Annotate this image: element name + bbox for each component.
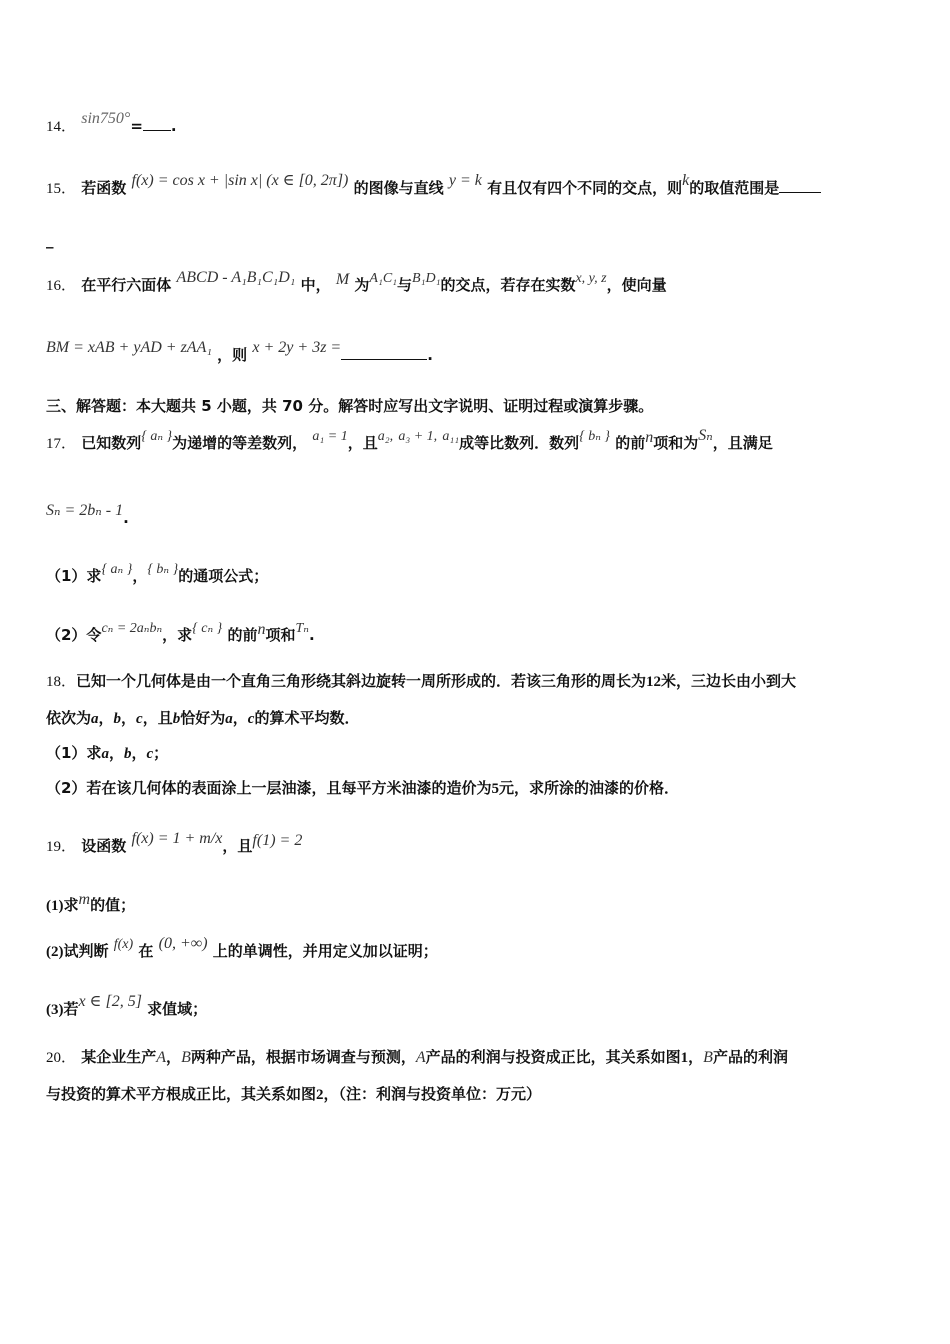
side-b: b: [113, 711, 122, 727]
side-c: c: [247, 711, 255, 727]
variables-xyz: x, y, z: [575, 271, 607, 286]
function-definition: f(x) = 1 + m/x: [131, 830, 223, 847]
sum-sn: Sₙ: [698, 427, 713, 444]
product-b: B: [181, 1049, 191, 1066]
text: 若函数: [81, 179, 127, 197]
period: .: [427, 346, 433, 364]
text: 米，三边长由小到大: [661, 672, 797, 690]
period: .: [308, 626, 315, 644]
text: ，: [121, 709, 137, 727]
text: ，求: [162, 626, 193, 644]
text: 已知数列: [81, 434, 142, 452]
part-label: （1）求: [46, 567, 102, 585]
interval: (0, +∞): [158, 935, 208, 952]
question-number: 15．: [46, 181, 77, 197]
condition-f1: f(1) = 2: [252, 832, 303, 849]
text: 的交点，若存在实数: [440, 276, 576, 294]
question-18-part-1: [46, 743, 168, 764]
line-expression: y = k: [448, 172, 482, 189]
perimeter-value: 12: [646, 674, 662, 690]
product-b: B: [703, 1049, 713, 1066]
text: （2）若在该几何体的表面涂上一层油漆，且每平方米油漆的造价为: [46, 779, 492, 797]
text: 的图像与直线: [353, 179, 444, 197]
price-value: 5: [491, 781, 499, 797]
text: ，: [131, 744, 147, 762]
question-number: 18．: [46, 674, 77, 690]
text: ，: [98, 709, 114, 727]
question-number: 20．: [46, 1050, 77, 1066]
question-18: [46, 671, 796, 692]
product-a: A: [415, 1049, 426, 1066]
text: 依次为: [46, 709, 92, 727]
text: 元，求所涂的油漆的价格．: [498, 779, 679, 797]
text: ，: [132, 567, 148, 585]
text: 的通项公式；: [178, 567, 269, 585]
part-label: (3): [46, 1002, 64, 1018]
question-19-part-1: [46, 891, 136, 916]
question-19-part-3: [46, 993, 208, 1020]
cn-definition: cₙ = 2aₙbₙ: [101, 621, 163, 636]
question-17: [46, 427, 773, 455]
blank-continuation: _: [46, 231, 54, 249]
function-expression: f(x) = cos x + |sin x| (x ∈ [0, 2π]): [131, 172, 349, 189]
term-a2: a₂,: [377, 429, 394, 444]
text: ，则: [217, 346, 248, 364]
text: ，且: [142, 709, 173, 727]
point-m: M: [335, 271, 350, 288]
question-20: [46, 1047, 788, 1068]
text: ，: [108, 744, 124, 762]
part-label: （1）求: [46, 744, 102, 762]
text: ，且: [222, 837, 253, 855]
side-b: b: [172, 711, 181, 727]
text: 的取值范围是: [689, 179, 780, 197]
text: 与: [397, 276, 413, 294]
text: 项和为: [653, 434, 699, 452]
vector-equation: BM = xAB + yAD + zAA₁: [46, 339, 212, 356]
part-label: (2): [46, 944, 64, 960]
question-19: [46, 830, 303, 857]
question-14: [46, 110, 177, 137]
text: 若: [63, 1000, 79, 1018]
question-number: 19．: [46, 839, 77, 855]
side-c: c: [146, 746, 154, 762]
question-15-continuation: [46, 230, 54, 250]
text: 已知一个几何体是由一个直角三角形绕其斜边旋转一周所形成的．若该三角形的周长为: [76, 672, 647, 690]
text: 在平行六面体: [81, 276, 172, 294]
side-b: b: [123, 746, 132, 762]
question-number: 14．: [46, 119, 77, 135]
product-a: A: [156, 1049, 167, 1066]
domain-interval: x ∈ [2, 5]: [78, 993, 142, 1010]
text: 为: [354, 276, 370, 294]
question-19-part-2: [46, 935, 438, 963]
text: ，: [688, 1048, 704, 1066]
text: 某企业生产: [81, 1048, 157, 1066]
sequence-an: { aₙ }: [101, 562, 133, 577]
answer-blank[interactable]: [779, 178, 821, 193]
text: 有且仅有四个不同的交点，则: [487, 179, 683, 197]
term-a3: a₃ + 1,: [398, 429, 438, 444]
question-17-relation: [46, 502, 129, 529]
question-15: [46, 172, 821, 199]
side-a: a: [101, 746, 109, 762]
text: ；: [153, 744, 169, 762]
text: 产品的利润: [712, 1048, 788, 1066]
relation-expression: Sₙ = 2bₙ - 1: [46, 502, 124, 519]
question-number: 16．: [46, 278, 77, 294]
text: 在: [138, 942, 154, 960]
question-16: [46, 269, 667, 297]
figure-number: 1: [680, 1050, 689, 1066]
figure-number: 2: [316, 1087, 324, 1103]
part-label: (1): [46, 898, 64, 914]
text: ，使向量: [606, 276, 667, 294]
question-18-line-2: [46, 708, 359, 729]
question-number: 17．: [46, 436, 77, 452]
answer-blank[interactable]: [341, 345, 427, 360]
text: 项和: [265, 626, 296, 644]
text: 求值域；: [147, 1000, 208, 1018]
text: ，且: [347, 434, 378, 452]
sum-expression: x + 2y + 3z =: [252, 339, 342, 356]
text: 恰好为: [180, 709, 226, 727]
sequence-an: { aₙ }: [141, 429, 173, 444]
text: 中，: [300, 276, 331, 294]
text: ，（注：利润与投资单位：万元）: [323, 1085, 542, 1103]
function-fx: f(x): [113, 937, 134, 952]
sequence-bn: { bₙ }: [147, 562, 179, 577]
text: ，且满足: [712, 434, 773, 452]
text: 为递增的等差数列，: [172, 434, 308, 452]
term-a11: a₁₁: [442, 429, 460, 444]
math-expression: sin750°: [81, 110, 131, 127]
side-a: a: [91, 711, 99, 727]
side-c: c: [136, 711, 143, 727]
text: 产品的利润与投资成正比，其关系如图: [425, 1048, 681, 1066]
text: 与投资的算术平方根成正比，其关系如图: [46, 1085, 317, 1103]
text: 的算术平均数．: [254, 709, 360, 727]
question-18-part-2: [46, 778, 679, 799]
side-a: a: [225, 711, 233, 727]
question-16-vector: [46, 339, 433, 366]
text: 设函数: [81, 837, 127, 855]
a1-value: a₁ = 1: [312, 429, 348, 444]
text: 两种产品，根据市场调查与预测，: [190, 1048, 416, 1066]
question-20-line-2: [46, 1084, 541, 1105]
text: 的前: [227, 626, 258, 644]
segment-b1d1: B₁D₁: [412, 271, 441, 286]
sequence-bn: { bₙ }: [579, 429, 611, 444]
answer-blank[interactable]: [143, 116, 171, 131]
text: 求: [63, 896, 79, 914]
text: 试判断: [63, 942, 109, 960]
sum-tn: Tₙ: [295, 621, 309, 636]
sequence-cn: { cₙ }: [192, 621, 223, 636]
section-heading: 三、解答题：本大题共 5 小题，共 70 分。解答时应写出文字说明、证明过程或演算步骤。: [46, 397, 654, 415]
text: ，: [166, 1048, 182, 1066]
segment-a1c1: A₁C₁: [369, 271, 398, 286]
text: ，: [232, 709, 248, 727]
text: 成等比数列．数列: [459, 434, 580, 452]
text: 的前: [615, 434, 646, 452]
solid-name: ABCD - A₁B₁C₁D₁: [176, 269, 296, 286]
text: 的值；: [90, 896, 136, 914]
period: .: [170, 117, 177, 135]
question-17-part-1: [46, 562, 269, 588]
period: .: [123, 509, 129, 527]
text: 上的单调性，并用定义加以证明；: [212, 942, 438, 960]
variable-k: k: [682, 172, 690, 189]
variable-n: n: [257, 621, 266, 638]
variable-n: n: [645, 429, 654, 446]
variable-m: m: [78, 891, 91, 908]
part-label: （2）令: [46, 626, 102, 644]
question-17-part-2: [46, 621, 315, 647]
equals-sign: =: [130, 117, 143, 135]
